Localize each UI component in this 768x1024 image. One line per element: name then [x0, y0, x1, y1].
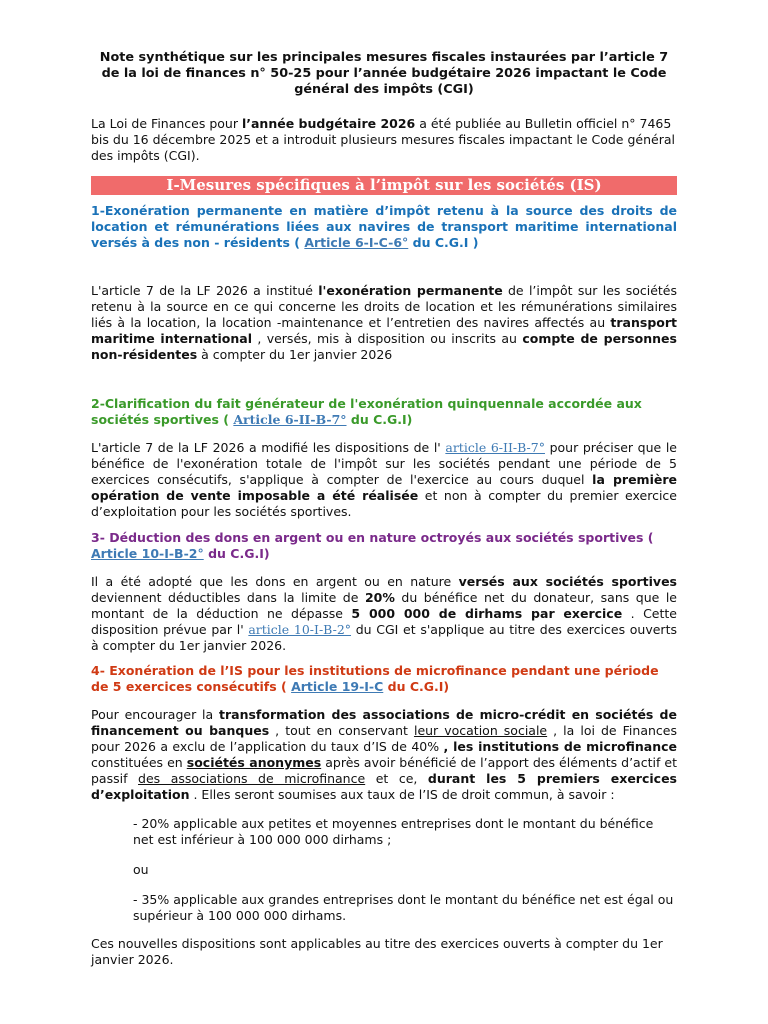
m1-text: L'article 7 de la LF 2026 a institué — [91, 283, 319, 298]
m1-bold: l'exonération permanente — [318, 283, 503, 298]
measure-4-heading — [91, 663, 677, 695]
m4-bold: transformation des associations de micro-crédit en sociétés de financement ou banques — [91, 707, 677, 738]
m2-bold: la première opération de vente imposable a été réalisée — [91, 472, 677, 503]
m3-text: . Cette disposition prévue par l' — [91, 606, 677, 637]
m4-bold: , les institutions de microfinance — [443, 739, 677, 754]
m2-text: L'article 7 de la LF 2026 a modifié les dispositions de l' — [91, 440, 446, 455]
title-line-3: général des impôts (CGI) — [294, 82, 474, 97]
m4-text: , la loi de Finances pour 2026 a exclu de l’application du taux d’IS de 40% — [91, 723, 677, 754]
m4-underlined: des associations de microfinance — [138, 771, 366, 786]
measure-1-paragraph — [91, 283, 677, 363]
measure-4-heading-text: 4- Exonération de l’IS pour les institutions de microfinance pendant une période de 5 exercices consécutifs ( — [91, 663, 659, 694]
link-article-10-i-b-2-inline[interactable]: article 10-I-B-2° — [248, 622, 352, 637]
measure-2-heading-end: du C.G.I) — [346, 412, 413, 427]
m4-text: Pour encourager la — [91, 707, 219, 722]
title-line-1: Note synthétique sur les principales mesures fiscales instaurées par l’article 7 — [99, 50, 669, 65]
measure-3-heading-end: du C.G.I) — [203, 546, 270, 561]
m1-bold: transport maritime international — [91, 315, 677, 346]
m1-bold: compte de personnes non-résidentes — [91, 331, 677, 362]
measure-4-heading-end: du C.G.I) — [383, 679, 450, 694]
m4-text: . Elles seront soumises aux taux de l’IS de droit commun, à savoir : — [189, 787, 615, 802]
measure-4-paragraph — [91, 707, 677, 803]
link-article-6-ii-b-7[interactable]: Article 6-II-B-7° — [233, 412, 347, 427]
intro-text-end: a été publiée au Bulletin officiel n° 7465 bis du 16 décembre 2025 et a introduit plusieurs mesures fiscales impactant le Code général des impôts (CGI). — [91, 116, 675, 163]
m3-bold: versés aux sociétés sportives — [458, 574, 677, 589]
rate-item-35: - 35% applicable aux grandes entreprises dont le montant du bénéfice net est égal ou supérieur à 100 000 000 dirhams. — [133, 892, 674, 923]
m1-text: de l’impôt sur les sociétés retenu à la source en ce qui concerne les droits de location et les rémunérations similaires liés à la location, la location -maintenance et l’entretien des navires affectés au — [91, 283, 678, 330]
measure-2-heading-text: 2-Clarification du fait générateur de l'exonération quinquennale accordée aux sociétés sportives ( — [91, 396, 642, 427]
m3-text: du bénéfice net du donateur, sans que le montant de la déduction ne dépasse — [91, 590, 677, 621]
measure-2-paragraph — [91, 440, 677, 520]
measure-3-heading-text: 3- Déduction des dons en argent ou en nature octroyés aux sociétés sportives ( — [91, 530, 654, 545]
m4-text: et ce, — [365, 771, 428, 786]
measure-1-heading-text: 1-Exonération permanente en matière d’impôt retenu à la source des droits de location et rémunérations liées aux navires de transport maritime international versés à des non - résidents ( — [91, 203, 677, 250]
intro-text-start: La Loi de Finances pour — [91, 116, 242, 131]
m3-text: Il a été adopté que les dons en argent ou en nature — [91, 574, 459, 589]
measure-1-heading-end: du C.G.I ) — [408, 235, 479, 250]
link-article-6-ii-b-7-inline[interactable]: article 6-II-B-7° — [445, 440, 545, 455]
measure-3-heading — [91, 530, 677, 562]
link-article-10-i-b-2[interactable]: Article 10-I-B-2° — [91, 546, 204, 561]
link-article-19-i-c[interactable]: Article 19-I-C — [291, 679, 384, 694]
section-banner-is: I-Mesures spécifiques à l’impôt sur les sociétés (IS) — [91, 176, 677, 195]
m4-text: constituées en — [91, 755, 187, 770]
intro-paragraph — [91, 116, 677, 164]
link-article-6-i-c-6[interactable]: Article 6-I-C-6° — [304, 235, 409, 250]
m1-text: , versés, mis à disposition ou inscrits au — [252, 331, 523, 346]
m4-text: après avoir bénéficié de l’apport des éléments d’actif et passif — [91, 755, 677, 786]
closing-paragraph: Ces nouvelles dispositions sont applicables au titre des exercices ouverts à compter du 1er janvier 2026. — [91, 936, 663, 967]
or-separator: ou — [133, 862, 149, 877]
m3-text: du CGI et s'applique au titre des exercices ouverts à compter du 1er janvier 2026. — [91, 622, 677, 653]
measure-2-heading — [91, 396, 677, 428]
document-page — [91, 50, 677, 968]
m4-bold-underlined: sociétés anonymes — [186, 755, 322, 770]
m4-text: , tout en conservant — [269, 723, 414, 738]
m3-bold: 20% — [364, 590, 395, 605]
document-title — [91, 50, 677, 98]
m3-text: deviennent déductibles dans la limite de — [91, 590, 365, 605]
measure-3-paragraph — [91, 574, 677, 654]
m4-bold: durant les 5 premiers exercices d’exploitation — [91, 771, 677, 802]
intro-bold: l’année budgétaire 2026 — [241, 116, 416, 131]
rate-item-20: - 20% applicable aux petites et moyennes entreprises dont le montant du bénéfice net est inférieur à 100 000 000 dirhams ; — [133, 816, 654, 847]
m2-text: et non à compter du premier exercice d’exploitation pour les sociétés sportives. — [91, 488, 677, 519]
measure-1-heading — [91, 203, 677, 251]
m4-underlined: leur vocation sociale — [413, 723, 548, 738]
title-line-2: de la loi de finances n° 50-25 pour l’année budgétaire 2026 impactant le Code — [101, 66, 667, 81]
m3-bold: 5 000 000 de dirhams par exercice — [351, 606, 623, 621]
m2-text: pour préciser que le bénéfice de l'exonération totale de l'impôt sur les sociétés pendant une période de 5 exercices consécutifs, s'applique à compter de l'exercice au cours duquel — [91, 440, 677, 487]
m1-text: à compter du 1er janvier 2026 — [197, 347, 393, 362]
